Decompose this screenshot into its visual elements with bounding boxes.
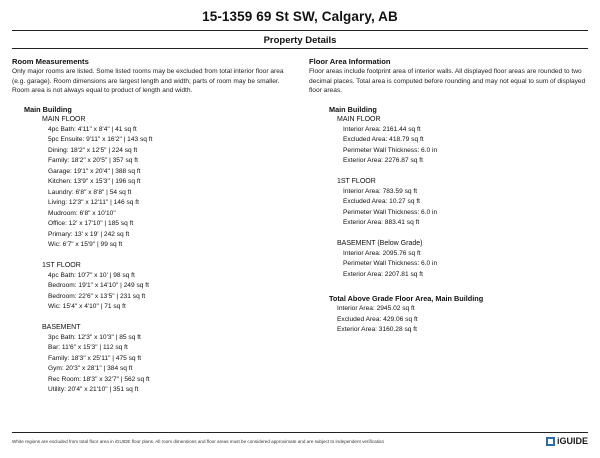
area-item: Interior Area: 2095.76 sq ft — [343, 249, 421, 257]
total-area-item: Exterior Area: 3160.28 sq ft — [337, 326, 417, 333]
area-item: Perimeter Wall Thickness: 6.0 in — [343, 208, 438, 216]
room-item: 4pc Bath: 10'7" x 10' | 98 sq ft — [48, 271, 135, 279]
iguide-logo-text: iGUIDE — [556, 436, 588, 446]
area-item: Excluded Area: 418.79 sq ft — [343, 136, 424, 143]
floor-area-section — [309, 57, 591, 336]
room-measurements-heading: Room Measurements — [12, 57, 89, 66]
room-item: Bedroom: 22'6" x 13'5" | 231 sq ft — [48, 292, 146, 300]
building-heading: Main Building — [24, 104, 72, 114]
room-item: 3pc Bath: 12'3" x 10'3" | 85 sq ft — [48, 333, 141, 341]
area-item: Exterior Area: 2276.87 sq ft — [343, 157, 423, 164]
note-line: decimal places. Total area is computed before rounding and may not equal to sum of displayed — [309, 77, 586, 85]
note-line: Floor areas include footprint area of interior walls. All displayed floor areas are rounded to two — [309, 68, 582, 75]
room-item: Primary: 13' x 19' | 242 sq ft — [48, 230, 130, 238]
note-line: Room area is not always equal to product of length and width. — [12, 87, 193, 94]
room-item: Wic: 15'4" x 4'10" | 71 sq ft — [48, 303, 126, 310]
area-item: Perimeter Wall Thickness: 6.0 in — [343, 146, 438, 154]
room-item: Kitchen: 13'9" x 15'3" | 196 sq ft — [48, 178, 141, 185]
footer-divider — [12, 432, 588, 433]
room-item: Mudroom: 6'8" x 10'10" — [48, 209, 116, 217]
total-area-item: Interior Area: 2945.02 sq ft — [337, 305, 415, 312]
room-item: Laundry: 6'8" x 8'8" | 54 sq ft — [48, 188, 132, 196]
area-item: Interior Area: 2161.44 sq ft — [343, 125, 421, 133]
room-item: Family: 18'3" x 25'11" | 475 sq ft — [48, 354, 142, 362]
note-line: Only major rooms are listed. Some listed rooms may be excluded from total interior floor area — [12, 68, 284, 75]
top-divider — [12, 30, 588, 31]
floor-heading-main: MAIN FLOOR — [42, 115, 86, 123]
room-item: Utility: 20'4" x 21'10" | 351 sq ft — [48, 386, 139, 393]
room-item: Bar: 11'6" x 15'3" | 112 sq ft — [48, 344, 128, 351]
section-title: Property Details — [263, 35, 337, 46]
note-line: floor areas. — [309, 87, 342, 94]
floor-heading-1st: 1ST FLOOR — [337, 177, 376, 185]
area-item: Exterior Area: 883.41 sq ft — [343, 219, 420, 226]
room-item: 4pc Bath: 4'11" x 8'4" | 41 sq ft — [48, 125, 137, 133]
room-item: Gym: 20'3" x 28'1" | 384 sq ft — [48, 365, 133, 372]
floor-heading-main: MAIN FLOOR — [337, 115, 381, 123]
room-item: Wic: 6'7" x 15'9" | 99 sq ft — [48, 241, 123, 248]
section-divider — [12, 48, 588, 49]
room-item: Rec Room: 18'3" x 32'7" | 562 sq ft — [48, 375, 150, 383]
floor-heading-1st: 1ST FLOOR — [42, 261, 81, 269]
room-item: Living: 12'3" x 12'11" | 146 sq ft — [48, 199, 139, 206]
area-item: Excluded Area: 10.27 sq ft — [343, 198, 420, 205]
property-address-title: 15-1359 69 St SW, Calgary, AB — [202, 9, 398, 24]
room-item: Bedroom: 19'1" x 14'10" | 249 sq ft — [48, 282, 149, 289]
room-measurements-section — [12, 57, 302, 396]
note-line: (e.g. garage). Room dimensions are largest length and width; parts of room may be smaller. — [12, 77, 280, 85]
area-item: Interior Area: 783.59 sq ft — [343, 187, 418, 195]
floor-heading-basement: BASEMENT (Below Grade) — [337, 239, 423, 247]
iguide-logo — [546, 436, 588, 446]
building-heading: Main Building — [329, 104, 377, 114]
footer-disclaimer: White regions are excluded from total floor area in iGUIDE floor plans. All room dimensions and floor areas must be considered approximate and are subject to independent verification — [12, 439, 385, 444]
room-item: Garage: 19'1" x 20'4" | 388 sq ft — [48, 167, 141, 175]
floor-area-note — [309, 67, 591, 96]
total-area-item: Excluded Area: 429.06 sq ft — [337, 315, 418, 323]
room-item: 5pc Ensuite: 9'11" x 16'2" | 143 sq ft — [48, 136, 153, 143]
iguide-logo-icon — [546, 437, 555, 446]
area-item: Exterior Area: 2207.81 sq ft — [343, 270, 423, 278]
floor-area-heading: Floor Area Information — [309, 57, 391, 66]
room-measurements-note — [12, 67, 302, 96]
floor-heading-basement: BASEMENT — [42, 323, 81, 331]
room-item: Office: 12' x 17'10" | 185 sq ft — [48, 220, 134, 227]
total-area-heading: Total Above Grade Floor Area, Main Building — [329, 294, 484, 303]
area-item: Perimeter Wall Thickness: 6.0 in — [343, 260, 438, 267]
room-item: Family: 18'2" x 20'5" | 357 sq ft — [48, 157, 138, 164]
room-item: Dining: 18'2" x 12'5" | 224 sq ft — [48, 146, 138, 154]
